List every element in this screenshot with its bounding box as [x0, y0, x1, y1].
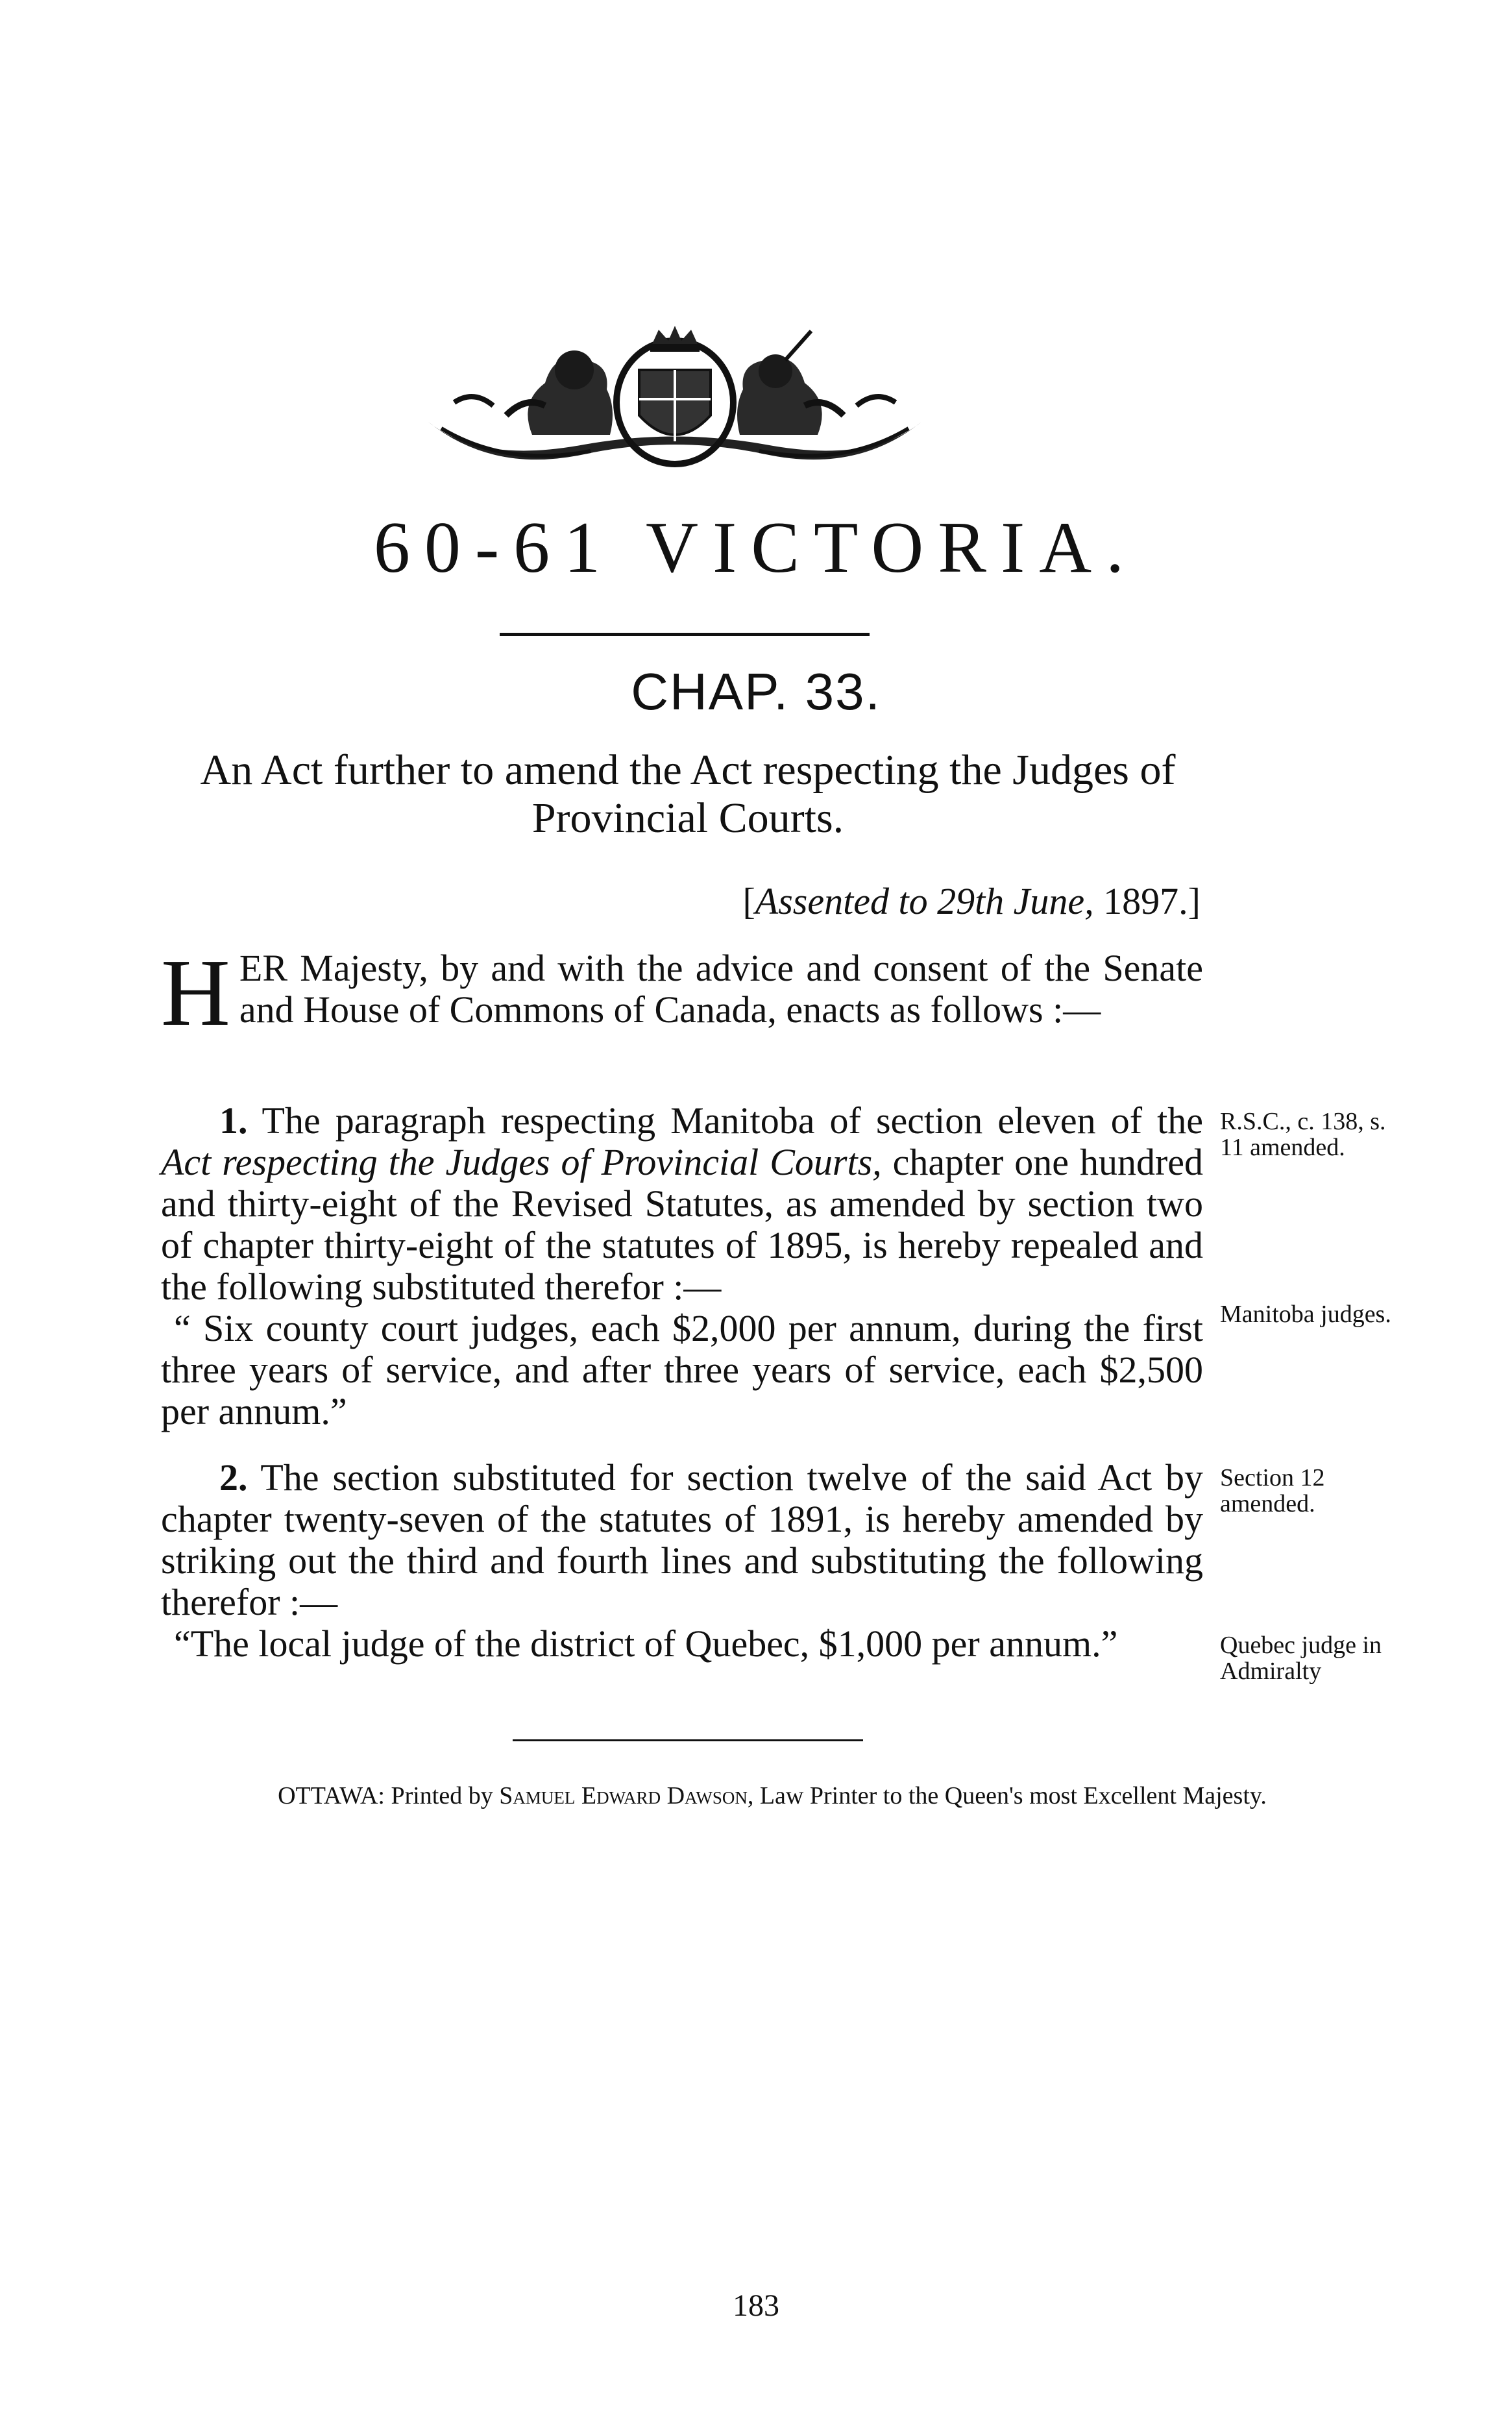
- assent-date: Assented to 29th June,: [755, 880, 1094, 922]
- page-title: 60-61 VICTORIA.: [373, 508, 1139, 588]
- margin-note-manitoba: Manitoba judges.: [1220, 1301, 1391, 1328]
- section-2-quote: “The local judge of the district of Quebec, $1,000 per annum.”: [174, 1623, 1118, 1665]
- drop-cap: H: [161, 940, 230, 1046]
- section-1-text-a: The paragraph respecting Manitoba of section eleven of the: [262, 1099, 1204, 1142]
- section-1-act-name: Act respecting the Judges of Provincial Courts,: [161, 1141, 882, 1183]
- section-1-text-b: chapter one hundred and thirty-eight of the Revised Statutes, as amended by section two of chapter thirty-eight of the statutes of 1895, is hereby repealed and the following substituted therefor :—: [161, 1141, 1204, 1308]
- enacting-clause: [161, 940, 1203, 1046]
- margin-note-quebec: Quebec judge in Admiralty: [1220, 1632, 1382, 1685]
- assent-year: 1897.]: [1103, 880, 1201, 922]
- footer-divider: [513, 1739, 863, 1741]
- chapter-heading: CHAP. 33.: [631, 663, 881, 720]
- imprint-printer-name: Samuel Edward Dawson,: [499, 1782, 754, 1809]
- imprint-printer-role: Law Printer to the Queen's most Excellent Majesty.: [759, 1782, 1267, 1809]
- imprint-printed-by: Printed by: [391, 1782, 493, 1809]
- margin-note-section-12: Section 12 amended.: [1220, 1464, 1325, 1517]
- printer-imprint: [182, 1782, 1363, 1810]
- royal-coat-of-arms-icon: [415, 325, 934, 480]
- act-title: An Act further to amend the Act respecting the Judges of Provincial Courts.: [200, 746, 1176, 842]
- imprint-place: OTTAWA:: [278, 1782, 385, 1809]
- assent-line: [742, 879, 1201, 923]
- title-divider: [500, 633, 870, 636]
- section-1-number: 1.: [219, 1099, 248, 1142]
- section-1: [161, 1100, 1203, 1432]
- section-2-number: 2.: [219, 1456, 248, 1499]
- section-1-quote: “ Six county court judges, each $2,000 per annum, during the first three years of service, and after three years of service, each $2,500 per annum.”: [161, 1307, 1203, 1432]
- enacting-text: ER Majesty, by and with the advice and consent of the Senate and House of Commons of Canada, enacts as follows :—: [239, 947, 1203, 1031]
- section-2: [161, 1457, 1203, 1665]
- margin-note-rsc: R.S.C., c. 138, s. 11 amended.: [1220, 1108, 1386, 1161]
- page-number: 183: [733, 2288, 779, 2323]
- assent-bracket: [: [742, 880, 755, 922]
- section-2-text: The section substituted for section twelve of the said Act by chapter twenty-seven of the statutes of 1891, is hereby amended by striking out the third and fourth lines and substituting the following therefor :—: [161, 1456, 1203, 1623]
